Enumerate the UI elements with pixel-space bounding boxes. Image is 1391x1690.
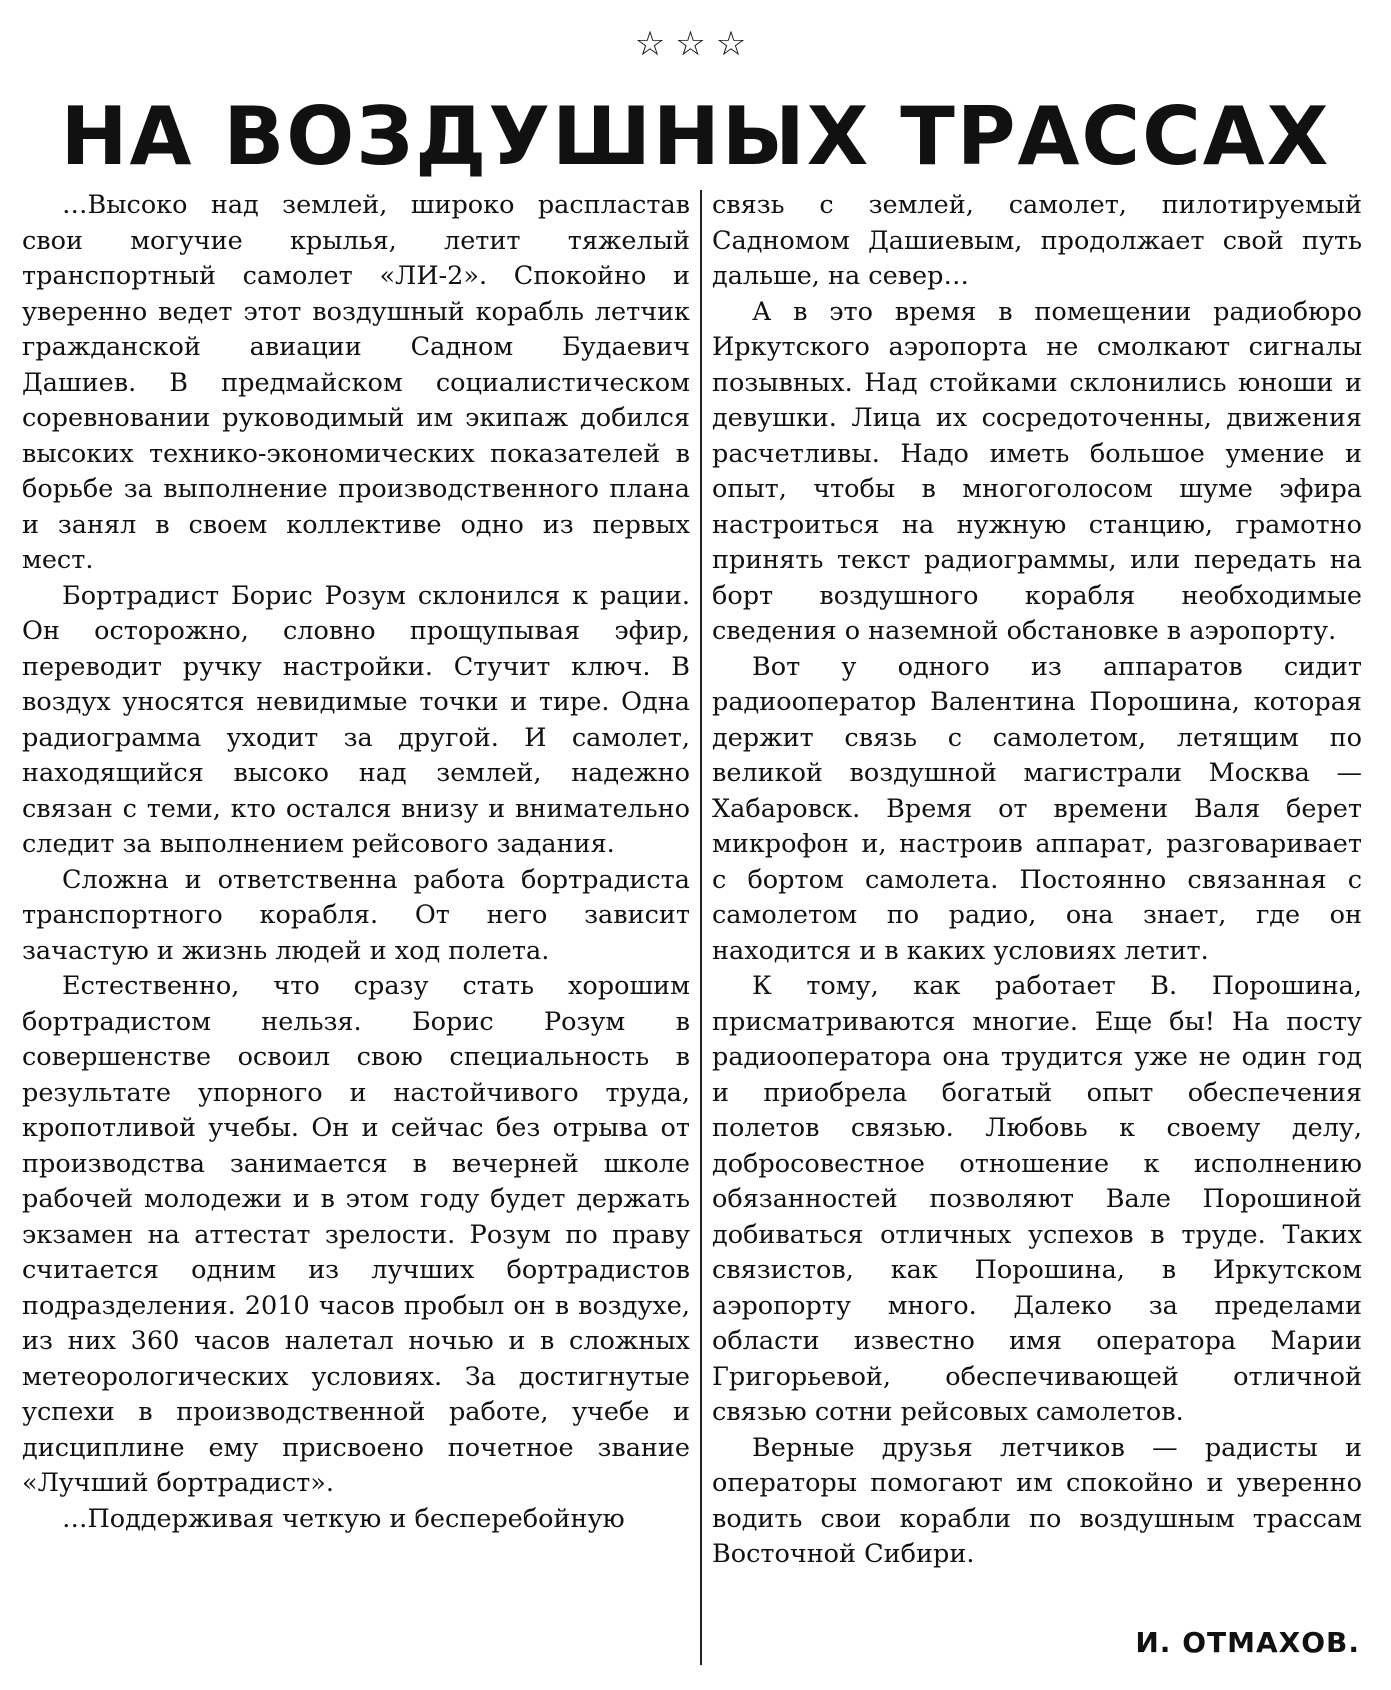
paragraph: связь с землей, самолет, пилотируемый Садномом Дашиевым, продолжает свой путь дальше, на север… xyxy=(712,190,1362,291)
author-signature: И. ОТМАХОВ. xyxy=(1135,1626,1360,1659)
star-ornament: ☆☆☆ xyxy=(634,24,757,64)
paragraph: Верные друзья летчиков — радисты и операторы помогают им спокойно и уверенно водить свои корабли по воздушным трассам Восточной Сибири. xyxy=(712,1432,1362,1569)
paragraph: …Поддерживая четкую и бесперебойную xyxy=(62,1503,625,1534)
article-headline: НА ВОЗДУШНЫХ ТРАССАХ xyxy=(60,90,1331,183)
left-column xyxy=(22,188,690,1678)
paragraph: Сложна и ответственна работа бортрадиста транспортного корабля. От него зависит зачастую и жизнь людей и ход полета. xyxy=(22,864,690,966)
paragraph: Бортрадист Борис Розум склонился к рации. Он осторожно, словно прощупывая эфир, переводит ручку настройки. Стучит ключ. В воздух уносятся невидимые точки и тире. Одна радиограмма уходит за другой. И самолет, находящийся высоко над землей, надежно связан с теми, кто остался внизу и внимательно следит за выполнением рейсового задания. xyxy=(22,580,690,859)
paragraph: А в это время в помещении радиобюро Иркутского аэропорта не смолкают сигналы позывных. Над стойками склонились юноши и девушки. Лица их сосредоточенны, движения расчетливы. Надо иметь большое умение и опыт, чтобы в многоголосом шуме эфира настроиться на нужную станцию, грамотно принять текст радиограммы, или передать на борт воздушного корабля необходимые сведения о наземной обстановке в аэропорту. xyxy=(712,296,1362,646)
column-divider xyxy=(700,190,702,1665)
paragraph: Естественно, что сразу стать хорошим бортрадистом нельзя. Борис Розум в совершенстве освоил свою специальность в результате упорного и настойчивого труда, кропотливой учебы. Он и сейчас без отрыва от производства занимается в вечерней школе рабочей молодежи и в этом году будет держать экзамен на аттестат зрелости. Розум по праву считается одним из лучших бортрадистов подразделения. 2010 часов пробыл он в воздухе, из них 360 часов налетал ночью и в сложных метеорологических условиях. За достигнутые успехи в производственной работе, учебе и дисциплине ему присвоено почетное звание «Лучший бортрадист». xyxy=(22,971,690,1498)
paragraph: Вот у одного из аппаратов сидит радиооператор Валентина Порошина, которая держит связь с самолетом, летящим по великой воздушной магистрали Москва — Хабаровск. Время от времени Валя берет микрофон и, настроив аппарат, разговаривает с бортом самолета. Постоянно связанная с самолетом по радио, она знает, где он находится и в каких условиях летит. xyxy=(712,651,1362,966)
paragraph: …Высоко над землей, широко распластав свои могучие крылья, летит тяжелый транспортный самолет «ЛИ-2». Спокойно и уверенно ведет этот воздушный корабль летчик гражданской авиации Садном Будаевич Дашиев. В предмайском социалистическом соревновании руководимый им экипаж добился высоких технико-экономических показателей в борьбе за выполнение производственного плана и занял в своем коллективе одно из первых мест. xyxy=(22,190,690,575)
paragraph: К тому, как работает В. Порошина, присматриваются многие. Еще бы! На посту радиооператора она трудится уже не один год и приобрела богатый опыт обеспечения полетов связью. Любовь к своему делу, добросовестное отношение к исполнению обязанностей позволяют Вале Порошиной добиваться отличных успехов в труде. Таких связистов, как Порошина, в Иркутском аэропорту много. Далеко за пределами области известно имя оператора Марии Григорьевой, обеспечивающей отличной связью сотни рейсовых самолетов. xyxy=(712,971,1362,1427)
right-column xyxy=(712,188,1362,1628)
